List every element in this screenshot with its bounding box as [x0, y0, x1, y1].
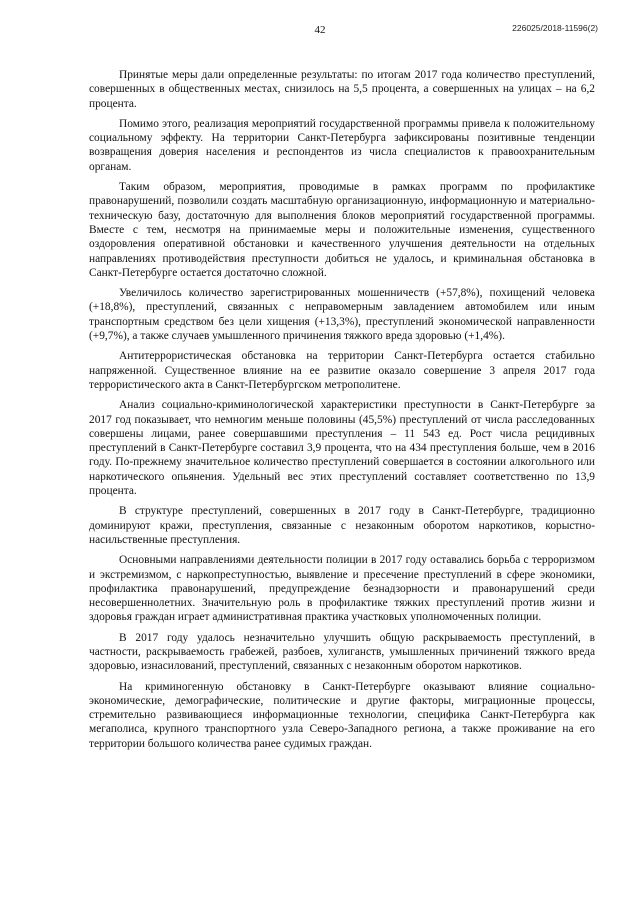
paragraph: Антитеррористическая обстановка на территории Санкт-Петербурга остается стабильно напряженной. Существенное влияние на ее развитие оказало совершение 3 апреля 2017 года террористического акта в Санкт-Петербургском метрополитене.	[89, 350, 595, 391]
document-id: 226025/2018-11596(2)	[512, 23, 598, 33]
paragraph: Принятые меры дали определенные результаты: по итогам 2017 года количество преступлений, совершенных в общественных местах, снизилось на 5,5 процента, а совершенных на улицах – на 6,2 процента.	[89, 69, 595, 110]
paragraph: Таким образом, мероприятия, проводимые в рамках программ по профилактике правонарушений, позволили создать масштабную организационную, информационную и материально-техническую базу, достаточную для выполнения блоков мероприятий государственной программы. Вместе с тем, несмотря на принимаемые меры и положительные изменения, существенного оздоровления оперативной обстановки и качественного улучшения деятельности на отдельных направлениях противодействия преступности добиться не удалось, и криминальная обстановка в Санкт-Петербурге остается достаточно сложной.	[89, 181, 595, 279]
paragraph: Увеличилось количество зарегистрированных мошенничеств (+57,8%), похищений человека (+18,8%), преступлений, связанных с неправомерным завладением автомобилем или иным транспортным средством без цели хищения (+13,3%), преступлений экономической направленности (+9,7%), а также случаев умышленного причинения тяжкого вреда здоровью (+1,4%).	[89, 287, 595, 343]
document-body	[89, 68, 595, 757]
page-number: 42	[314, 24, 326, 36]
paragraph: В 2017 году удалось незначительно улучшить общую раскрываемость преступлений, в частности, раскрываемость грабежей, разбоев, хулиганств, умышленных причинений тяжкого вреда здоровью, изнасилований, преступлений, связанных с незаконным оборотом наркотиков.	[89, 631, 595, 673]
paragraph: На криминогенную обстановку в Санкт-Петербурге оказывают влияние социально-экономические, демографические, политические и другие факторы, миграционные процессы, стремительно развивающиеся информационные технологии, специфика Санкт-Петербурга как мегаполиса, крупного транспортного узла Северо-Западного региона, а также проживание на его территории большого количества ранее судимых граждан.	[89, 680, 595, 750]
paragraph: Помимо этого, реализация мероприятий государственной программы привела к положительному социальному эффекту. На территории Санкт-Петербурга зафиксированы позитивные тенденции возвращения доверия населения и респондентов из числа специалистов к правоохранительным органам.	[89, 117, 595, 173]
paragraph: Анализ социально-криминологической характеристики преступности в Санкт-Петербурге за 2017 год показывает, что немногим меньше половины (45,5%) преступлений от числа расследованных совершены лицами, ранее совершавшими преступления – 11 543 ед. Рост числа рецидивных преступлений в Санкт-Петербурге составил 3,9 процента, что на 434 преступления больше, чем в 2016 году. По-прежнему значительное количество преступлений совершается в состоянии алкогольного или наркотического опьянения. Удельный вес этих преступлений составляет соответственно по 13,9 процента.	[89, 399, 595, 498]
paragraph: Основными направлениями деятельности полиции в 2017 году оставались борьба с терроризмом и экстремизмом, с наркопреступностью, выявление и пресечение преступлений в сфере экономики, профилактика правонарушений, предупреждение безнадзорности и правонарушений среди несовершеннолетних. Значительную роль в профилактике тяжких преступлений против жизни и здоровья граждан играет административная практика участковых уполномоченных полиции.	[89, 554, 595, 624]
paragraph: В структуре преступлений, совершенных в 2017 году в Санкт-Петербурге, традиционно доминируют кражи, преступления, связанные с незаконным оборотом наркотиков, корыстно-насильственные преступления.	[89, 505, 595, 546]
